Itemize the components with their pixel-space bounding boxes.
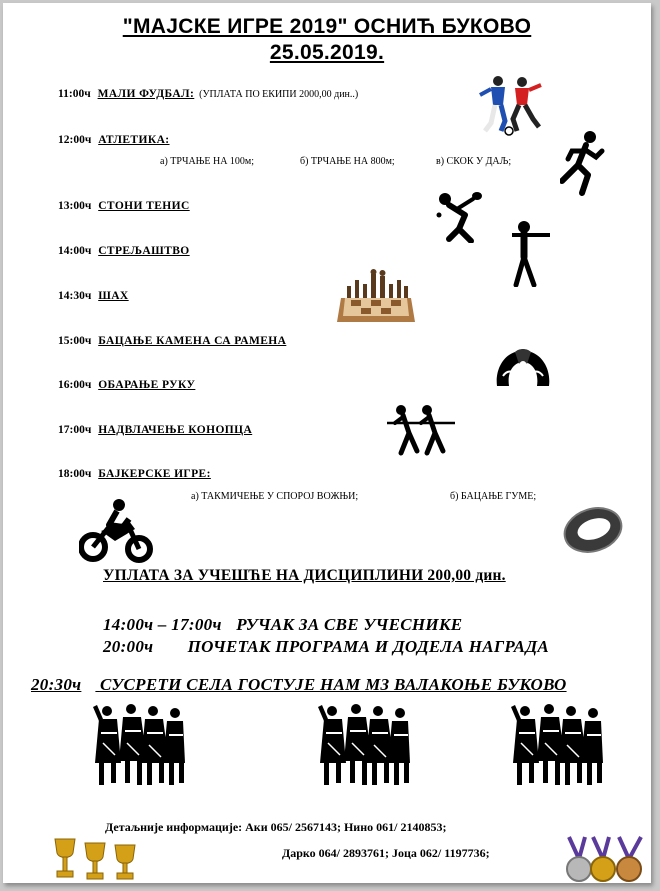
event-row-arm-wrestling	[58, 379, 195, 391]
event-note: (УПЛАТА ПО ЕКИПИ 2000,00 дин..)	[199, 89, 359, 100]
event-name: НАДВЛАЧЕЊЕ КОНОПЦА	[98, 424, 253, 436]
folk-dancers-icon	[91, 703, 187, 787]
motorcycle-rider-icon	[79, 497, 155, 563]
chessboard-icon	[337, 264, 415, 326]
schedule-lunch	[103, 615, 462, 635]
event-time: 18:00ч	[58, 468, 92, 480]
event-time: 14:30ч	[58, 290, 92, 302]
table-tennis-icon	[435, 189, 483, 243]
folk-dancers-icon	[509, 703, 605, 787]
contact-info-line-1: Детаљније информације: Аки 065/ 2567143; Нино 061/ 2140853;	[105, 820, 447, 834]
poster-page	[3, 3, 651, 883]
event-name: ШАХ	[98, 290, 129, 302]
schedule-text: РУЧАК ЗА СВЕ УЧЕСНИКЕ	[236, 615, 463, 634]
event-row-table-tennis	[58, 200, 190, 212]
participation-fee: УПЛАТА ЗА УЧЕШЋЕ НА ДИСЦИПЛИНИ 200,00 дин.	[103, 567, 506, 584]
arm-wrestling-icon	[493, 346, 553, 390]
village-meeting	[31, 675, 567, 695]
shooter-icon	[508, 219, 552, 287]
schedule-time: 14:00ч – 17:00ч	[103, 615, 222, 634]
athletics-sub-b: б) ТРЧАЊЕ НА 800м;	[300, 156, 395, 167]
contact-info-line-2: Дарко 064/ 2893761; Јоца 062/ 1197736;	[282, 846, 490, 860]
biker-sub-a: а) ТАКМИЧЕЊЕ У СПОРОЈ ВОЖЊИ;	[191, 491, 359, 502]
athletics-sub-a: а) ТРЧАЊЕ НА 100м;	[160, 156, 255, 167]
schedule-text: ПОЧЕТАК ПРОГРАМА И ДОДЕЛА НАГРАДА	[187, 637, 550, 656]
event-row-chess	[58, 290, 129, 302]
event-name: АТЛЕТИКА:	[98, 134, 170, 146]
tire-icon	[561, 503, 625, 557]
trophy-cups-icon	[51, 835, 141, 883]
event-time: 14:00ч	[58, 245, 92, 257]
tug-of-war-icon	[387, 403, 455, 457]
event-name: БАЈКЕРСКЕ ИГРЕ:	[98, 468, 211, 480]
medals-icon	[563, 835, 647, 883]
event-time: 16:00ч	[58, 379, 92, 391]
soccer-players-icon	[475, 73, 547, 137]
schedule-time: 20:00ч	[103, 637, 154, 656]
meeting-text: СУСРЕТИ СЕЛА ГОСТУЈЕ НАМ МЗ ВАЛАКОЊЕ БУКОВО	[99, 675, 567, 694]
folk-dancers-icon	[316, 703, 412, 787]
event-row-biker-games	[58, 468, 211, 480]
event-row-shooting	[58, 245, 190, 257]
event-name: БАЦАЊЕ КАМЕНА СА РАМЕНА	[98, 335, 287, 347]
event-time: 17:00ч	[58, 424, 92, 436]
event-name: ОБАРАЊЕ РУКУ	[98, 379, 196, 391]
event-time: 15:00ч	[58, 335, 92, 347]
event-row-athletics	[58, 134, 170, 146]
event-row-soccer	[58, 88, 358, 100]
event-row-tug-of-war	[58, 424, 252, 436]
event-name: СТРЕЉАШТВО	[98, 245, 190, 257]
runner-icon	[560, 129, 606, 197]
event-date: 25.05.2019.	[269, 41, 385, 64]
event-name: СТОНИ ТЕНИС	[98, 200, 190, 212]
event-time: 13:00ч	[58, 200, 92, 212]
meeting-time: 20:30ч	[31, 675, 82, 694]
schedule-program	[103, 637, 549, 657]
poster-title: "МАЈСКЕ ИГРЕ 2019" ОСНИЋ БУКОВО	[122, 15, 532, 38]
event-name: МАЛИ ФУДБАЛ:	[97, 88, 195, 100]
event-time: 11:00ч	[58, 88, 91, 100]
event-time: 12:00ч	[58, 134, 92, 146]
biker-sub-b: б) БАЦАЊЕ ГУМЕ;	[450, 491, 537, 502]
event-row-stone-throw	[58, 335, 286, 347]
athletics-sub-c: в) СКОК У ДАЉ;	[436, 156, 512, 167]
